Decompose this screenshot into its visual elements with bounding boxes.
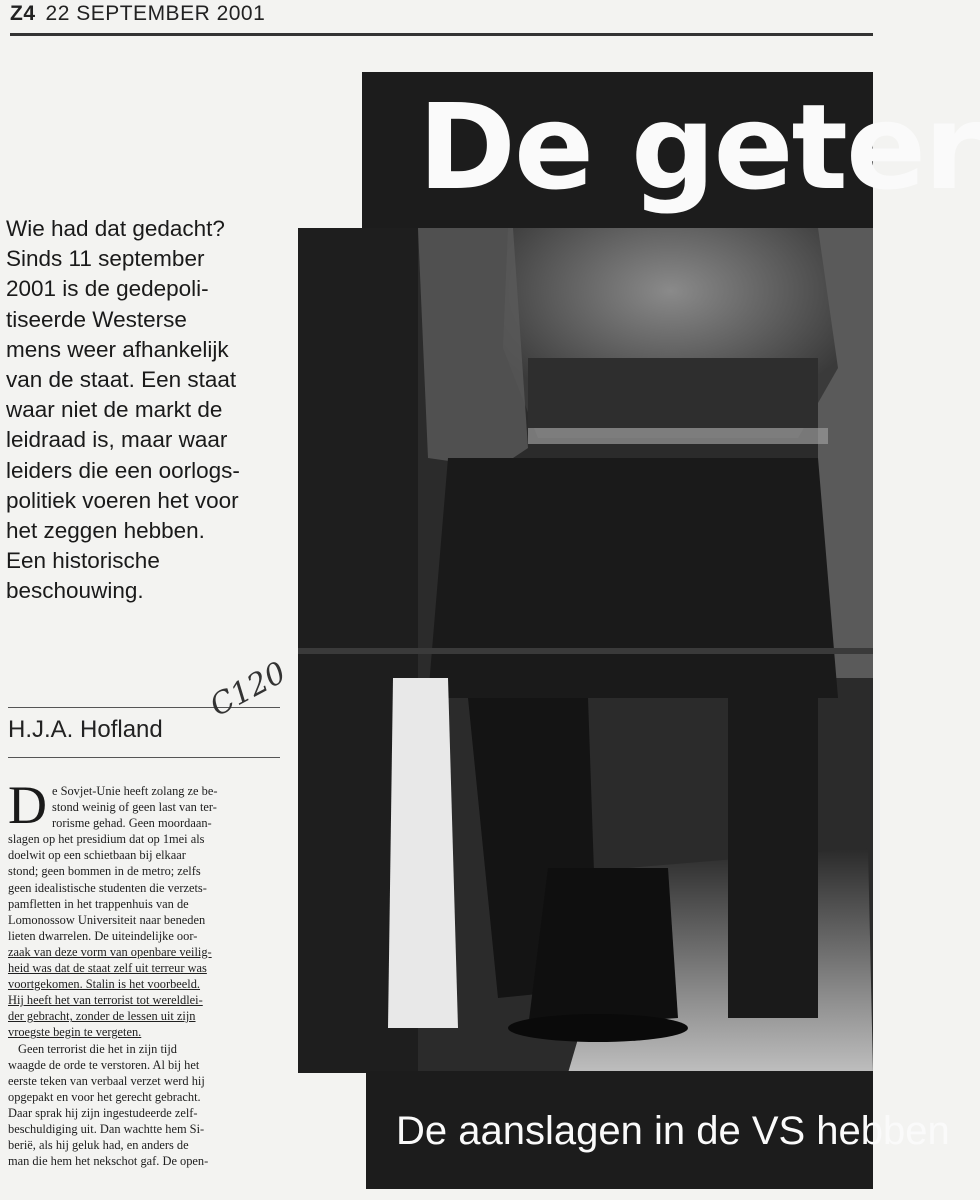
photo-caption: De aanslagen in de VS hebben [396, 1109, 950, 1153]
article-line: e Sovjet-Unie heeft zolang ze be- [52, 784, 218, 798]
article-line: rorisme gehad. Geen moordaan- [52, 816, 212, 831]
intro-text [6, 214, 298, 607]
intro-line: Een historische [6, 548, 160, 574]
intro-line: politiek voeren het voor [6, 487, 239, 513]
article-body [8, 783, 290, 1169]
handwritten-note: C120 [204, 655, 292, 724]
article-line: Lomonossow Universiteit naar beneden [8, 912, 206, 927]
photo-illustration [298, 228, 873, 1073]
intro-line: waar niet de markt de [6, 397, 223, 423]
article-line: vroegste begin te vergeten. [8, 1025, 142, 1040]
article-line: zaak van deze vorm van openbare veilig- [8, 944, 212, 959]
intro-line: leidraad is, maar waar [6, 427, 228, 453]
news-photo [298, 228, 873, 1073]
article-line: doelwit op een schietbaan bij elkaar [8, 848, 186, 863]
caption-box [366, 1071, 950, 1189]
article-line: der gebracht, zonder de lessen uit zijn [8, 1009, 196, 1024]
article-line: berië, als hij geluk had, en anders de [8, 1138, 189, 1153]
intro-line: mens weer afhankelijk [6, 336, 229, 362]
page-number: Z4 [10, 2, 36, 25]
article-line: stond; geen bommen in de metro; zelfs [8, 864, 201, 879]
article-line: slagen op het presidium dat op 1mei als [8, 832, 205, 847]
intro-line: het zeggen hebben. [6, 518, 205, 544]
article-line: opgepakt en voor het gerecht gebracht. [8, 1089, 201, 1104]
article-line: stond weinig of geen last van ter- [52, 800, 217, 815]
headline-box [362, 72, 980, 228]
article-line: beschuldiging uit. Dan wachtte hem Si- [8, 1121, 205, 1136]
article-line: heid was dat de staat zelf uit terreur was [8, 961, 207, 976]
intro-line: Sinds 11 september [6, 246, 205, 272]
header-text [10, 2, 265, 26]
intro-line: 2001 is de gedepoli- [6, 276, 209, 302]
header-rule [10, 33, 873, 36]
article-line: voortgekomen. Stalin is het voorbeeld. [8, 977, 201, 992]
article-line: eerste teken van verbaal verzet werd hij [8, 1073, 205, 1088]
issue-date: 22 SEPTEMBER 2001 [45, 2, 266, 25]
byline-rule-bottom [8, 757, 280, 758]
page-header [10, 0, 873, 40]
intro-line: leiders die een oorlogs- [6, 457, 240, 483]
intro-line: Wie had dat gedacht? [6, 216, 225, 241]
article-line: geen idealistische studenten die verzets- [8, 880, 207, 895]
article-line: lieten dwarrelen. De uiteindelijke oor- [8, 928, 198, 943]
article-line: waagde de orde te verstoren. Al bij het [8, 1057, 200, 1072]
byline: H.J.A. Hofland [8, 716, 163, 743]
headline: De geter [418, 78, 980, 216]
article-line: man die hem het nekschot gaf. De open- [8, 1154, 209, 1169]
article-line: Geen terrorist die het in zijn tijd [18, 1041, 177, 1056]
intro-line: tiseerde Westerse [6, 306, 187, 332]
drop-cap: D [8, 775, 47, 835]
intro-line: beschouwing. [6, 578, 144, 604]
intro-line: van de staat. Een staat [6, 367, 237, 393]
article-line: Daar sprak hij zijn ingestudeerde zelf- [8, 1105, 198, 1120]
article-line: pamfletten in het trappenhuis van de [8, 896, 189, 911]
article-line: Hij heeft het van terrorist tot wereldlei- [8, 993, 203, 1008]
